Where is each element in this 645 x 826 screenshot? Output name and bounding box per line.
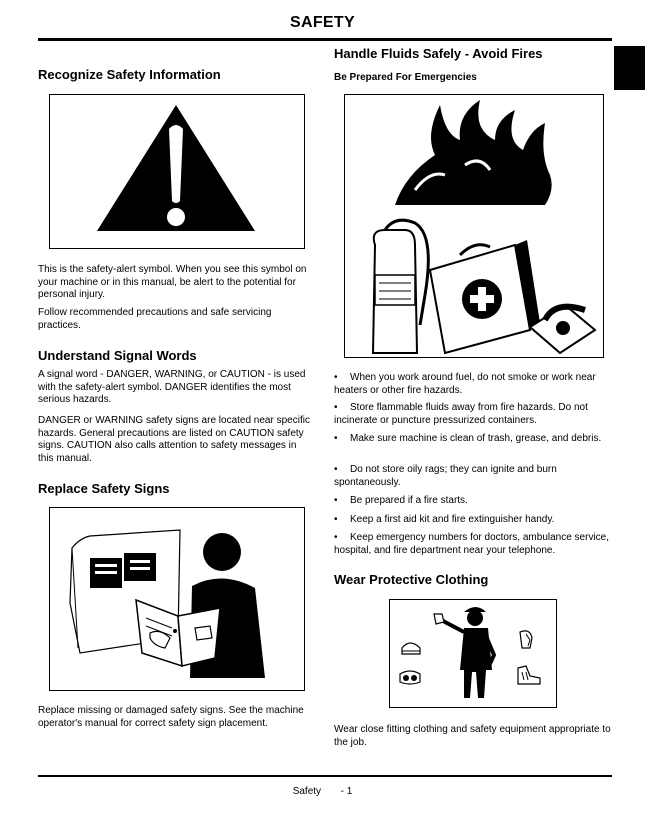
- page-title: SAFETY: [290, 14, 355, 31]
- heading-signal-words: Understand Signal Words: [38, 348, 197, 363]
- signal-words-p2: DANGER or WARNING safety signs are located near specific hazards. General precautions are listed on CAUTION safety signs. CAUTION also calls attention to safety messages in this manual.: [38, 415, 310, 464]
- footer-page-number: - 1: [340, 786, 353, 797]
- protective-clothing-p1: Wear close fitting clothing and safety equipment appropriate to the job.: [334, 724, 611, 748]
- page-footer: [0, 786, 645, 797]
- person-reading-manual-icon: [50, 508, 304, 690]
- recognize-safety-p1: This is the safety-alert symbol. When you see this symbol on your machine or in this manual, be alert to the potential for personal injury.: [38, 264, 307, 300]
- emergency-figure: [344, 94, 604, 358]
- heading-protective-clothing: Wear Protective Clothing: [334, 572, 489, 587]
- heading-handle-fluids: Handle Fluids Safely - Avoid Fires: [334, 46, 543, 61]
- safety-alert-icon: [50, 95, 304, 248]
- bullet-item: • Keep a first aid kit and fire extinguisher handy.: [334, 514, 555, 525]
- replace-signs-p1: Replace missing or damaged safety signs. See the machine operator's manual for correct safety sign placement.: [38, 705, 304, 729]
- bullet-item: • When you work around fuel, do not smoke or work near heaters or other fire hazards.: [334, 372, 596, 396]
- subheading-emergencies: Be Prepared For Emergencies: [334, 72, 477, 83]
- signal-words-p1: A signal word - DANGER, WARNING, or CAUTION - is used with the safety-alert symbol. DANGER identifies the most serious hazards.: [38, 369, 306, 405]
- section-tab: [614, 46, 645, 90]
- bullet-item: • Make sure machine is clean of trash, grease, and debris.: [334, 433, 602, 444]
- bullet-item: • Do not store oily rags; they can ignite and burn spontaneously.: [334, 464, 557, 488]
- protective-clothing-figure: [389, 599, 557, 708]
- replace-signs-figure: [49, 507, 305, 691]
- footer-section: Safety: [292, 786, 322, 797]
- recognize-safety-p2: Follow recommended precautions and safe servicing practices.: [38, 307, 272, 331]
- heading-recognize-safety: Recognize Safety Information: [38, 67, 221, 82]
- worker-protective-gear-icon: [390, 600, 556, 707]
- bullet-item: • Keep emergency numbers for doctors, ambulance service, hospital, and fire department near your telephone.: [334, 532, 610, 556]
- bullet-item: • Be prepared if a fire starts.: [334, 495, 468, 506]
- bullet-item: • Store flammable fluids away from fire hazards. Do not incinerate or puncture pressurized containers.: [334, 402, 588, 426]
- bottom-rule: [38, 775, 612, 777]
- fire-extinguisher-first-aid-icon: [345, 95, 603, 357]
- heading-replace-signs: Replace Safety Signs: [38, 481, 170, 496]
- top-rule: [38, 38, 612, 41]
- safety-alert-figure: [49, 94, 305, 249]
